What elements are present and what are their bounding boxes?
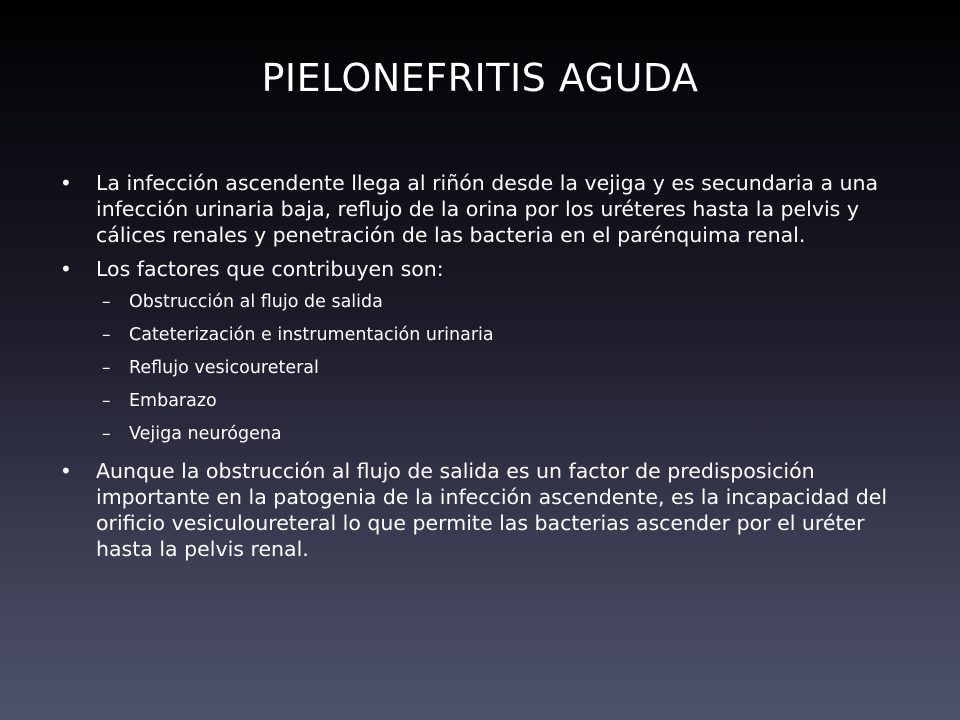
slide-content xyxy=(58,170,908,570)
dash-icon: – xyxy=(102,424,111,444)
sub-list xyxy=(58,290,908,446)
dash-icon: – xyxy=(102,292,111,312)
dash-icon: – xyxy=(102,325,111,345)
sub-list-item xyxy=(102,290,908,314)
slide-title: PIELONEFRITIS AGUDA xyxy=(261,56,699,100)
bullet-item xyxy=(58,170,908,248)
sub-item-text: Reflujo vesicoureteral xyxy=(129,358,319,378)
sub-item-text: Obstrucción al flujo de salida xyxy=(129,292,383,312)
bullet-dot-icon: • xyxy=(60,459,72,483)
dash-icon: – xyxy=(102,358,111,378)
bullet-item xyxy=(58,458,908,562)
sub-list-item xyxy=(102,422,908,446)
sub-list-item xyxy=(102,356,908,380)
sub-list-item xyxy=(102,323,908,347)
sub-item-text: Vejiga neurógena xyxy=(129,424,282,444)
bullet-text: La infección ascendente llega al riñón desde la vejiga y es secundaria a una infección urinaria baja, reflujo de la orina por los uréteres hasta la pelvis y cálices renales y penetración de las bacteria en el parénquima renal. xyxy=(96,171,879,247)
bullet-text: Los factores que contribuyen son: xyxy=(96,257,444,281)
sub-item-text: Cateterización e instrumentación urinaria xyxy=(129,325,494,345)
bullet-dot-icon: • xyxy=(60,171,72,195)
bullet-text: Aunque la obstrucción al flujo de salida es un factor de predisposición importante en la patogenia de la infección ascendente, es la incapacidad del orificio vesiculoureteral lo que permite las bacterias ascender por el uréter hasta la pelvis renal. xyxy=(96,459,888,561)
dash-icon: – xyxy=(102,391,111,411)
bullet-item xyxy=(58,256,908,282)
sub-item-text: Embarazo xyxy=(129,391,217,411)
bullet-dot-icon: • xyxy=(60,257,72,281)
sub-list-item xyxy=(102,389,908,413)
